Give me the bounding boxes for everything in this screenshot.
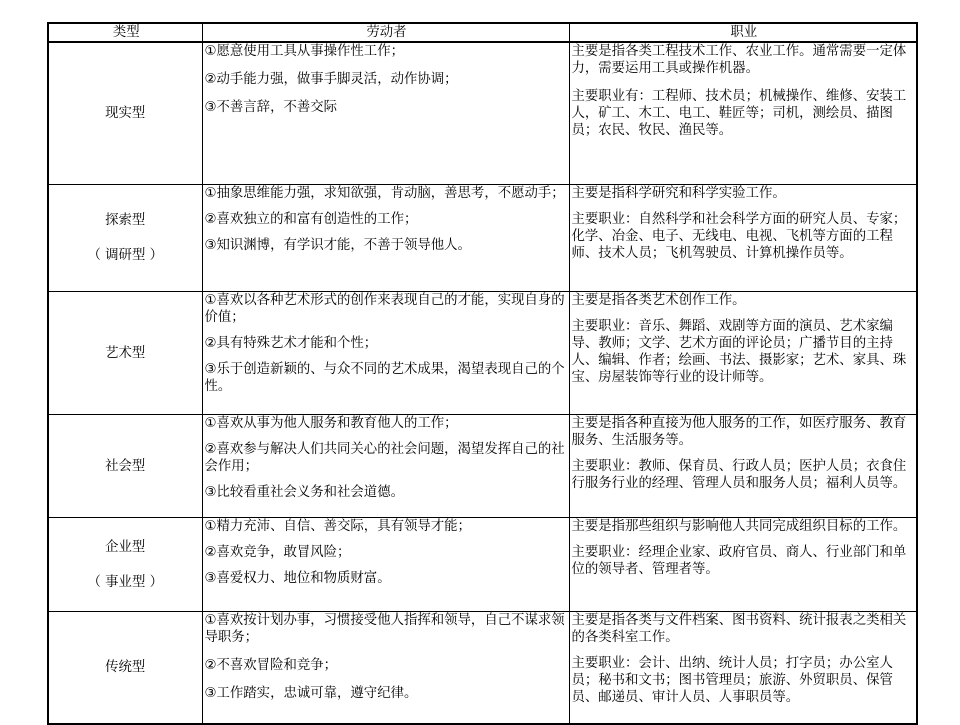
worker-trait: ①喜欢按计划办事，习惯接受他人指挥和领导，自己不谋求领导职务； xyxy=(204,613,565,645)
type-name: 现实型 xyxy=(105,106,146,121)
table-row xyxy=(48,292,917,415)
occupation-list: 主要职业有：工程师、技术员；机械操作、维修、安装工人，矿工、木工、电工、鞋匠等；司机，测绘员、描图员；农民、牧民、渔民等。 xyxy=(571,89,907,138)
occupation-cell xyxy=(569,415,917,518)
header-occupation: 职业 xyxy=(569,23,917,42)
occupation-cell xyxy=(569,292,917,415)
worker-trait: ②动手能力强，做事手脚灵活，动作协调； xyxy=(204,72,458,87)
worker-trait: ②具有特殊艺术才能和个性； xyxy=(204,336,378,351)
worker-trait: ②喜欢竞争，敢冒风险； xyxy=(204,545,351,560)
worker-trait: ③不善言辞，不善交际 xyxy=(204,100,338,115)
type-name: 艺术型 xyxy=(105,345,146,361)
occupation-list: 主要职业：会计、出纳、统计人员；打字员；办公室人员；秘书和文书；图书管理员；旅游、外贸职员、保管员、邮递员、审计人员、人事职员等。 xyxy=(571,656,893,705)
header-worker: 劳动者 xyxy=(202,23,569,42)
worker-trait: ③乐于创造新颖的、与众不同的艺术成果，渴望表现自己的个性。 xyxy=(204,362,565,394)
occupation-summary: 主要是指各类与文件档案、图书资料、统计报表之类相关的各类科室工作。 xyxy=(571,613,907,645)
worker-cell xyxy=(202,518,569,612)
occupation-list: 主要职业：自然科学和社会科学方面的研究人员、专家；化学、冶金、电子、无线电、电视、飞机等方面的工程师、技术人员；飞机驾驶员、计算机操作员等。 xyxy=(571,212,907,261)
worker-trait: ③喜爱权力、地位和物质财富。 xyxy=(204,571,391,586)
table-row xyxy=(48,518,917,612)
type-alias: （ 事业型 ） xyxy=(87,574,163,590)
occupation-summary: 主要是指那些组织与影响他人共同完成组织目标的工作。 xyxy=(571,519,907,534)
worker-trait: ①愿意使用工具从事操作性工作； xyxy=(204,44,404,59)
type-name: 企业型 xyxy=(105,539,146,555)
occupation-summary: 主要是指各类艺术创作工作。 xyxy=(571,293,746,308)
occupation-list: 主要职业：经理企业家、政府官员、商人、行业部门和单位的领导者、管理者等。 xyxy=(571,545,907,577)
table-row xyxy=(48,42,917,185)
worker-cell xyxy=(202,292,569,415)
occupation-cell xyxy=(569,185,917,292)
worker-cell xyxy=(202,42,569,185)
occupation-list: 主要职业：教师、保育员、行政人员；医护人员；衣食住行服务行业的经理、管理人员和服务人员；福利人员等。 xyxy=(571,459,907,491)
occupation-summary: 主要是指科学研究和科学实验工作。 xyxy=(571,186,786,201)
type-name: 社会型 xyxy=(105,458,146,474)
occupation-cell xyxy=(569,42,917,185)
occupation-summary: 主要是指各类工程技术工作、农业工作。通常需要一定体力，需要运用工具或操作机器。 xyxy=(571,44,907,76)
type-cell xyxy=(48,42,202,185)
type-cell xyxy=(48,518,202,612)
worker-trait: ①精力充沛、自信、善交际，具有领导才能； xyxy=(204,519,471,534)
worker-cell xyxy=(202,612,569,725)
type-cell xyxy=(48,612,202,725)
worker-trait: ②喜欢参与解决人们共同关心的社会问题，渴望发挥自己的社会作用； xyxy=(204,442,565,474)
worker-trait: ②不喜欢冒险和竞争； xyxy=(204,658,338,673)
type-name: 传统型 xyxy=(105,660,146,675)
personality-occupation-table xyxy=(47,22,918,725)
type-cell xyxy=(48,185,202,292)
type-cell xyxy=(48,415,202,518)
type-name: 探索型 xyxy=(105,213,146,228)
table-header-row xyxy=(48,23,917,42)
worker-trait: ①喜欢从事为他人服务和教育他人的工作； xyxy=(204,416,458,431)
occupation-cell xyxy=(569,612,917,725)
type-cell xyxy=(48,292,202,415)
worker-trait: ①抽象思维能力强，求知欲强，肯动脑，善思考，不愿动手； xyxy=(204,186,565,201)
worker-trait: ③比较看重社会义务和社会道德。 xyxy=(204,485,404,500)
type-alias: （ 调研型 ） xyxy=(87,248,163,263)
worker-trait: ②喜欢独立的和富有创造性的工作； xyxy=(204,212,418,227)
table-row xyxy=(48,612,917,725)
table-row xyxy=(48,415,917,518)
table-row xyxy=(48,185,917,292)
occupation-list: 主要职业：音乐、舞蹈、戏剧等方面的演员、艺术家编导、教师；文学、艺术方面的评论员；广播节目的主持人、编辑、作者；绘画、书法、摄影家；艺术、家具、珠宝、房屋装饰等行业的设计师等。 xyxy=(571,319,907,385)
occupation-summary: 主要是指各种直接为他人服务的工作，如医疗服务、教育服务、生活服务等。 xyxy=(571,416,907,448)
worker-trait: ③工作踏实，忠诚可靠，遵守纪律。 xyxy=(204,686,418,701)
worker-trait: ③知识渊博，有学识才能，不善于领导他人。 xyxy=(204,238,471,253)
worker-cell xyxy=(202,415,569,518)
occupation-cell xyxy=(569,518,917,612)
header-type: 类型 xyxy=(48,23,202,42)
worker-trait: ①喜欢以各种艺术形式的创作来表现自己的才能，实现自身的价值； xyxy=(204,293,565,325)
worker-cell xyxy=(202,185,569,292)
